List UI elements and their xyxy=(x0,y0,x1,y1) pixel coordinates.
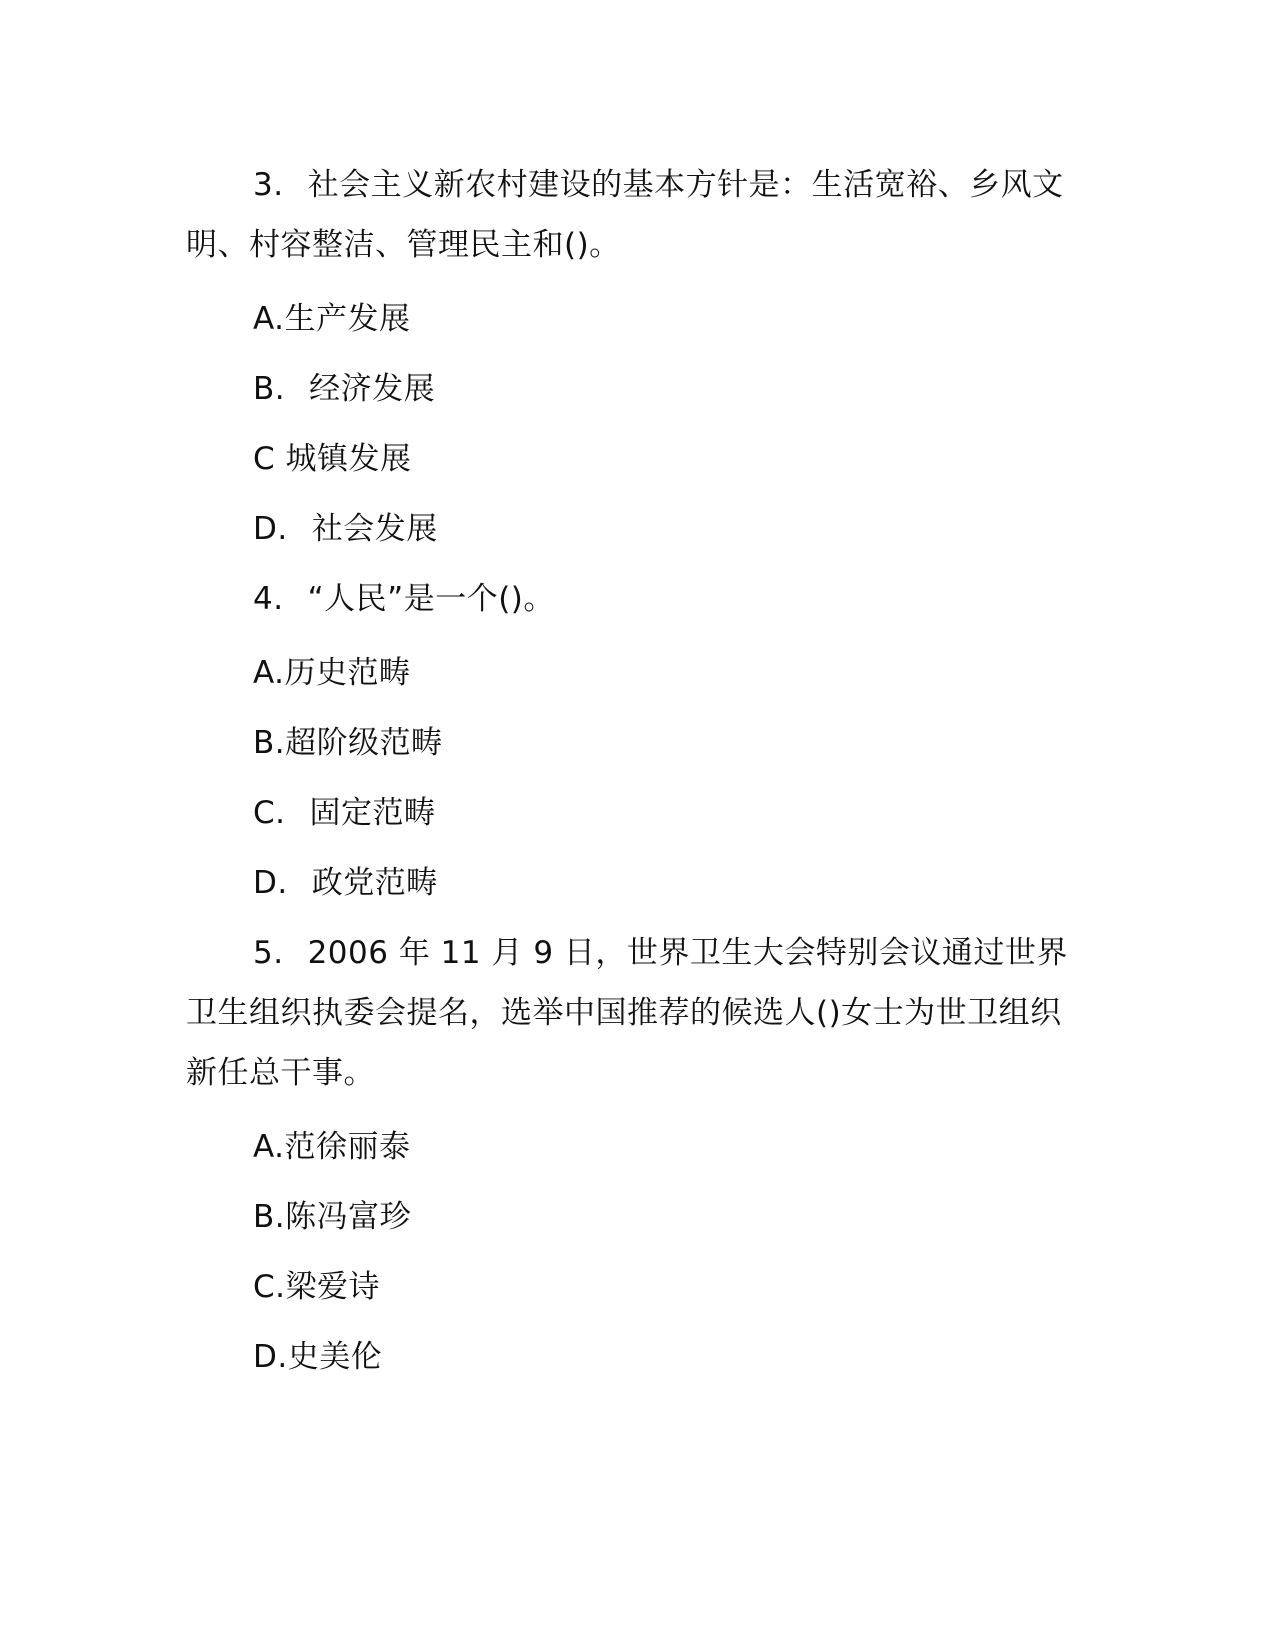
question-4-option-c xyxy=(186,783,1086,843)
question-3-option-d xyxy=(186,499,1086,559)
question-3 xyxy=(186,155,1086,275)
option-letter: C. xyxy=(253,1269,286,1305)
option-letter: B. xyxy=(253,1199,286,1235)
question-number: 4. xyxy=(253,581,284,617)
question-3-option-a xyxy=(186,289,1086,349)
option-text: 史美伦 xyxy=(287,1339,383,1375)
option-text: 城镇发展 xyxy=(285,441,412,477)
option-letter: B. xyxy=(253,371,286,407)
question-5-option-d xyxy=(186,1327,1086,1387)
option-text: 生产发展 xyxy=(284,301,411,337)
option-text: 历史范畴 xyxy=(284,655,411,691)
option-text: 政党范畴 xyxy=(311,865,438,901)
option-letter: A. xyxy=(253,301,285,337)
option-text: 经济发展 xyxy=(309,371,436,407)
option-letter: D. xyxy=(253,865,288,901)
question-5-option-b xyxy=(186,1187,1086,1247)
option-letter: B. xyxy=(253,725,286,761)
option-letter: C. xyxy=(253,795,286,831)
option-text: 陈冯富珍 xyxy=(285,1199,412,1235)
option-letter: A. xyxy=(253,655,285,691)
question-4 xyxy=(186,569,1086,629)
question-4-option-a xyxy=(186,643,1086,703)
option-text: 社会发展 xyxy=(311,511,438,547)
option-letter: A. xyxy=(253,1129,285,1165)
question-4-option-d xyxy=(186,853,1086,913)
exam-content xyxy=(186,155,1086,1397)
option-text: 范徐丽泰 xyxy=(284,1129,411,1165)
option-text: 梁爱诗 xyxy=(285,1269,380,1305)
question-5-option-c xyxy=(186,1257,1086,1317)
question-3-option-c xyxy=(186,429,1086,489)
question-number: 3. xyxy=(253,167,284,203)
option-text: 固定范畴 xyxy=(309,795,436,831)
question-4-option-b xyxy=(186,713,1086,773)
question-5-option-a xyxy=(186,1117,1086,1177)
option-letter: C xyxy=(253,441,276,477)
question-3-option-b xyxy=(186,359,1086,419)
question-text: “人民”是一个()。 xyxy=(307,581,555,617)
option-letter: D. xyxy=(253,1339,288,1375)
option-text: 超阶级范畴 xyxy=(285,725,443,761)
question-number: 5. xyxy=(253,935,284,971)
option-letter: D. xyxy=(253,511,288,547)
question-text: 2006 年 11 月 9 日，世界卫生大会特别会议通过世界卫生组织执委会提名，选举中国推荐的候选人()女士为世卫组织新任总干事。 xyxy=(186,935,1068,1091)
question-text: 社会主义新农村建设的基本方针是：生活宽裕、乡风文明、村容整洁、管理民主和()。 xyxy=(186,167,1064,263)
question-5 xyxy=(186,923,1086,1103)
